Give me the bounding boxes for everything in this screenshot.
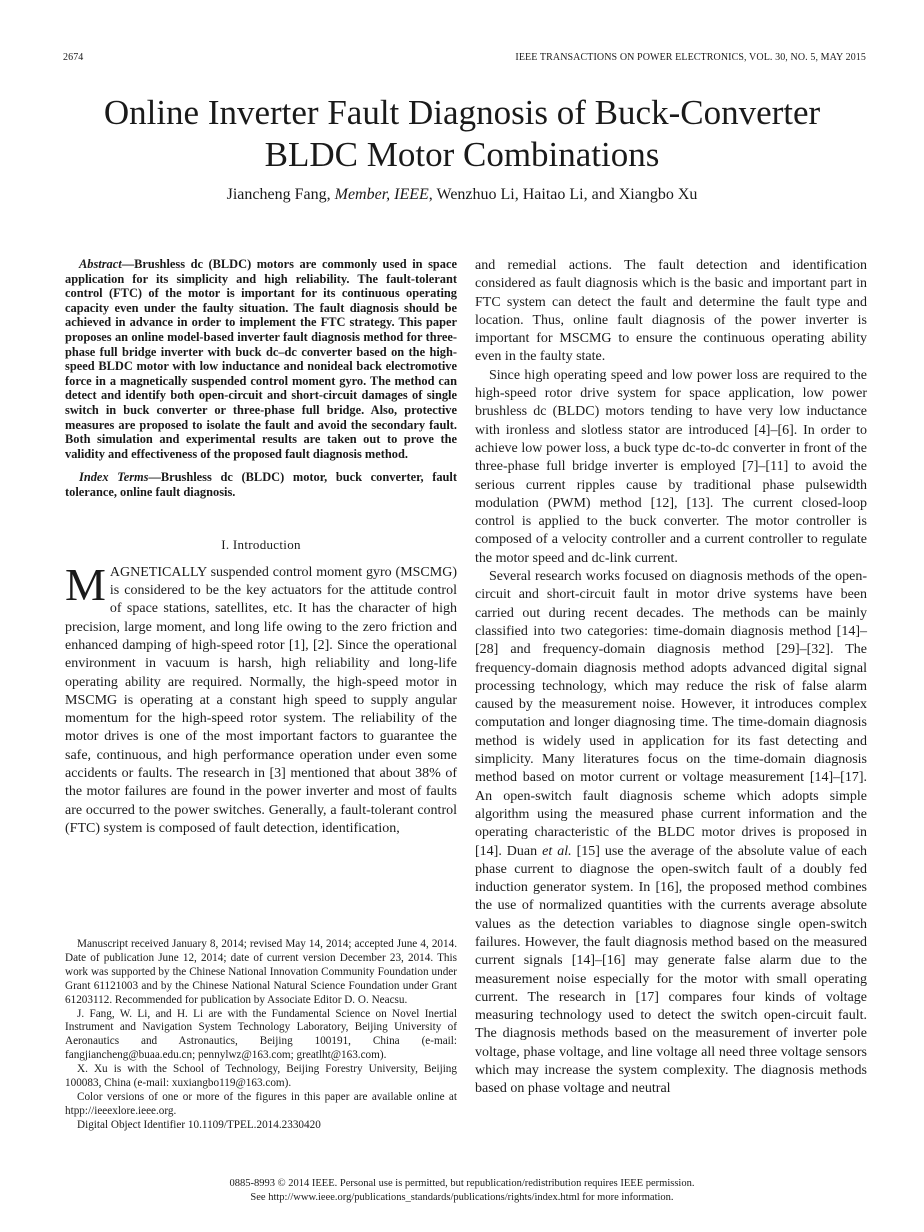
footnote-affiliation-2: X. Xu is with the School of Technology, Beijing Forestry University, Beijing 100083, China (e-mail: xuxiangbo119@163.com). xyxy=(65,1063,457,1090)
paper-title xyxy=(0,92,924,176)
author-1: Jiancheng Fang xyxy=(226,186,327,203)
abstract-lead: Abstract xyxy=(79,257,122,271)
paragraph-remedial: and remedial actions. The fault detection and identification considered as fault diagnosis which is the basic and important part in FTC system can detect the fault and determine the fault type and location. Thus, online fault diagnosis of the power inverter is important for MSCMG to ensure the continuous operating ability even in the faulty state. xyxy=(475,258,867,365)
right-column xyxy=(475,257,867,1099)
left-column xyxy=(65,257,457,838)
intro-paragraph xyxy=(65,558,457,838)
copyright-footer xyxy=(0,1177,924,1205)
intro-paragraph-text: AGNETICALLY suspended control moment gyro (MSCMG) is considered to be the key actuators for the attitude control of space stations, satellites, etc. It has the character of high precision, large moment, and long life owing to the zero friction and enhanced damping of high-speed rotor [1], [2]. Since the operational environment in vacuum is harsh, high reliability and long-life operating ability are required. Normally, the high-speed motor in MSCMG is operating at a constant high speed to supply angular momentum for the high-speed rotor system. The reliability of the motor drives is one of the most important factors to guarantee the safe, continuous, and high performance operation under even some accidents or faults. The research in [3] mentioned that about 38% of the motor failures are found in the power inverter and most of faults are occurred to the power switches. Generally, a fault-tolerant control (FTC) system is composed of fault detection, identification, xyxy=(65,564,457,836)
footnote-affiliation-1: J. Fang, W. Li, and H. Li are with the Fundamental Science on Novel Inertial Instrument and Navigation System Technology Laboratory, Beijing University of Aeronautics and Astronautics, Beijing 100191, China (e-mail: fangjiancheng@buaa.edu.cn; pennylwz@163.com; greatlht@163.com). xyxy=(65,1007,457,1062)
copyright-line-2: See http://www.ieee.org/publications_standards/publications/rights/index.html for more information. xyxy=(250,1192,674,1203)
footnote-doi: Digital Object Identifier 10.1109/TPEL.2014.2330420 xyxy=(77,1118,321,1131)
title-line-2: BLDC Motor Combinations xyxy=(264,135,660,174)
section-heading-introduction: I. Introduction xyxy=(221,536,301,552)
footnote-manuscript: Manuscript received January 8, 2014; revised May 14, 2014; accepted June 4, 2014. Date of publication June 12, 2014; date of current version December 23, 2014. This work was supported by the Chinese National Innovation Community Foundation under Grant 61121003 and by the Chinese National Natural Science Foundation under Grant 61203112. Recommended for publication by Associate Editor D. O. Neacsu. xyxy=(65,938,457,1006)
index-terms xyxy=(65,470,457,499)
index-terms-text: —Brushless dc (BLDC) motor, buck converter, fault tolerance, online fault diagnosis. xyxy=(65,470,457,499)
page-number: 2674 xyxy=(63,52,84,63)
title-line-1: Online Inverter Fault Diagnosis of Buck-Converter xyxy=(103,93,821,132)
authors: Jiancheng Fang, Member, IEEE, Wenzhuo Li, Haitao Li, and Xiangbo Xu xyxy=(226,186,698,203)
journal-header: IEEE TRANSACTIONS ON POWER ELECTRONICS, VOL. 30, NO. 5, MAY 2015 xyxy=(515,52,866,63)
footnote-color: Color versions of one or more of the figures in this paper are available online at htpp://ieeexlore.ieee.org. xyxy=(65,1090,457,1117)
footnotes xyxy=(65,938,457,1133)
abstract xyxy=(65,257,457,461)
author-1-role: Member, IEEE xyxy=(334,186,429,203)
index-terms-lead: Index Terms xyxy=(79,470,149,485)
paragraph-research-works-part-2: [15] use the average of the absolute value of each phase current to diagnose the open-switch fault of a doubly fed induction generator system. In [16], the proposed method combines the use of normalized quantities with the currents average absolute values as the detection variables to diagnose single open-switch failures. However, the fault diagnosis method based on the measured current signals [14]–[16] may generate false alarm due to the measurement noise especially for the motor with small operating current. The research in [17] compares four kinds of voltage measuring technology used to detect the switch open-circuit fault. The diagnosis methods based on the measurement of inverter pole voltage, phase voltage, and line voltage all need three voltage sensors which may increase the system complexity. The diagnosis methods based on phase voltage and neutral xyxy=(475,843,868,1097)
et-al: et al. xyxy=(542,843,572,859)
abstract-text: —Brushless dc (BLDC) motors are commonly used in space application for its simplicity and high reliability. The fault-tolerant control (FTC) of the motor is important for its continuous operating capacity even under the faulty situation. The fault diagnosis should be achieved in advance in order to implement the FTC strategy. This paper proposes an online model-based inverter fault diagnosis method for three-phase full bridge inverter with buck dc–dc converter based on the high-speed BLDC motor with low inductance and nonideal back electromotive force in a magnetically suspended control moment gyro. The method can detect and identify both open-circuit and short-circuit damages of single switch in buck converter or three-phase full bridge. Also, protective measures are proposed to isolate the fault and avoid the secondary fault. Both simulation and experimental results are taken out to prove the validity and effectiveness of the proposed fault diagnosis method. xyxy=(65,257,457,461)
other-authors: , Wenzhuo Li, Haitao Li, and Xiangbo Xu xyxy=(428,186,698,203)
drop-cap: M xyxy=(65,558,106,610)
copyright-line-1: 0885-8993 © 2014 IEEE. Personal use is permitted, but republication/redistribution requires IEEE permission. xyxy=(229,1178,695,1189)
paragraph-operating-speed: Since high operating speed and low power loss are required to the high-speed rotor drive system for space application, low power brushless dc (BLDC) motors tending to have very low inductance with ironless and slotless stator are introduced [4]–[6]. In order to achieve low power loss, a buck type dc-to-dc converter in front of the three-phase full bridge inverter is employed [7]–[11] to avoid the serious current ripples cause by traditional phase pulsewidth modulation (PWM) method [12], [13]. The current closed-loop control is applied to the buck converter. The motor controller is composed of a velocity controller and a current controller to regulate the motor speed and dc-link current. xyxy=(475,367,867,566)
paragraph-research-works xyxy=(475,568,867,1099)
paragraph-research-works-part-1: Several research works focused on diagnosis methods of the open-circuit and short-circuit fault in motor drive systems have been carried out during recent decades. The methods can be mainly classified into two categories: time-domain diagnosis method [14]–[28] and frequency-domain diagnosis method [29]–[32]. The frequency-domain diagnosis method adopts advanced digital signal processing technology, which may reduce the risk of false alarm caused by the measurement noise. However, it introduces complex computation and longer diagnosing time. The time-domain diagnosis method is widely used in application for its fast detecting and simplicity. Many literatures focus on the time-domain diagnosis method based on motor current or voltage measurement [14]–[17]. An open-switch fault diagnosis scheme which adopts simple algorithm using the measured phase current information and the operating characteristic of the BLDC motor drives is proposed in [14]. Duan xyxy=(475,569,867,859)
